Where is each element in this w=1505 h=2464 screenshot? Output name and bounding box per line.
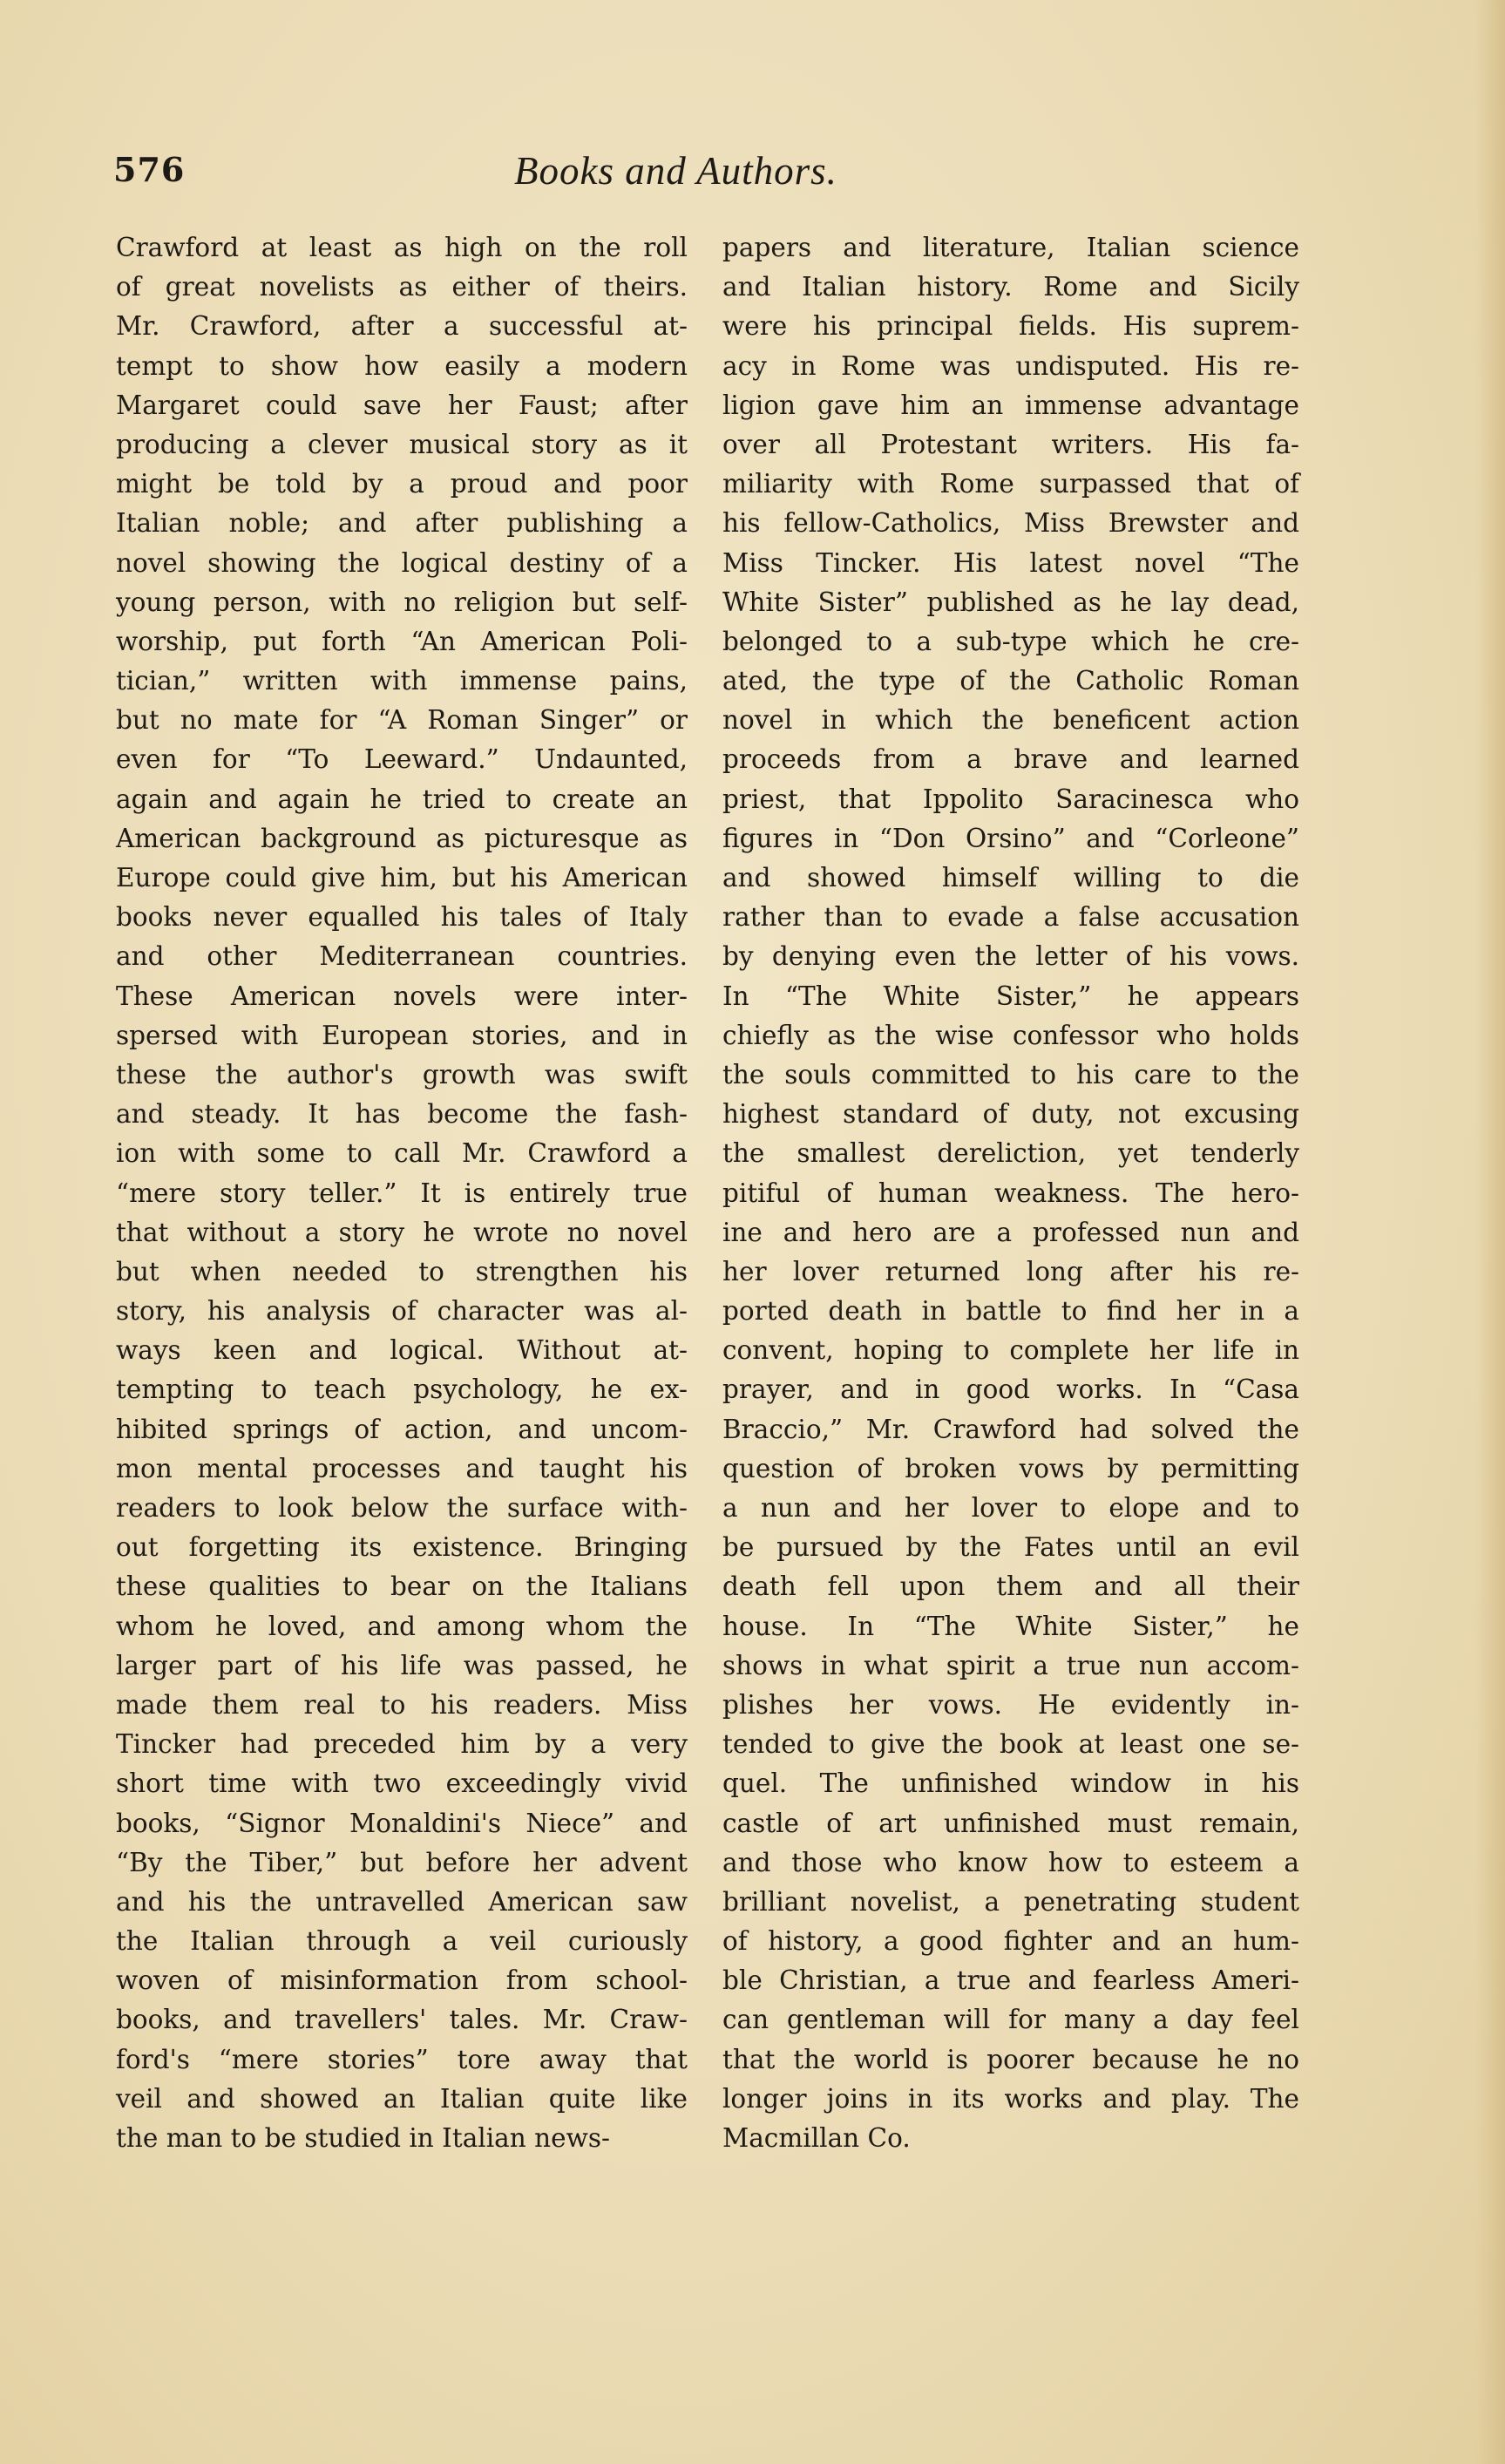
text-line: death fell upon them and all their: [722, 1571, 1299, 1602]
text-line: tician,” written with immense pains,: [116, 666, 688, 696]
text-line: prayer, and in good works. In “Casa: [722, 1375, 1299, 1405]
text-line: and steady. It has become the fash-: [116, 1099, 688, 1130]
text-line: plishes her vows. He evidently in-: [722, 1689, 1299, 1720]
text-line: Mr. Crawford, after a successful at-: [116, 311, 688, 342]
text-line: worship, put forth “An American Poli-: [116, 626, 688, 656]
text-line: question of broken vows by permitting: [722, 1453, 1299, 1483]
text-line: veil and showed an Italian quite like: [116, 2083, 688, 2114]
text-line: that the world is poorer because he no: [722, 2044, 1299, 2074]
text-line: quel. The unfinished window in his: [722, 1768, 1299, 1799]
text-line: out forgetting its existence. Bringing: [116, 1532, 688, 1563]
text-line: might be told by a proud and poor: [116, 469, 688, 499]
text-line: over all Protestant writers. His fa-: [722, 429, 1299, 459]
text-line: ion with some to call Mr. Crawford a: [116, 1138, 688, 1169]
text-line: proceeds from a brave and learned: [722, 744, 1299, 775]
text-line: tempting to teach psychology, he ex-: [116, 1375, 688, 1405]
text-line: convent, hoping to complete her life in: [722, 1335, 1299, 1366]
text-line: Europe could give him, but his American: [116, 863, 688, 893]
text-line: the souls committed to his care to the: [722, 1059, 1299, 1089]
text-line: figures in “Don Orsino” and “Corleone”: [722, 823, 1299, 853]
text-line: again and again he tried to create an: [116, 784, 688, 814]
text-line: novel showing the logical destiny of a: [116, 547, 688, 578]
text-line: the Italian through a veil curiously: [116, 1926, 688, 1957]
text-line: ways keen and logical. Without at-: [116, 1335, 688, 1366]
text-line: shows in what spirit a true nun accom-: [722, 1650, 1299, 1680]
text-line: books, “Signor Monaldini's Niece” and: [116, 1808, 688, 1838]
text-line: can gentleman will for many a day feel: [722, 2005, 1299, 2035]
text-line: Margaret could save her Faust; after: [116, 390, 688, 420]
text-line: house. In “The White Sister,” he: [722, 1611, 1299, 1641]
text-line: Macmillan Co.: [722, 2123, 911, 2153]
text-line: “mere story teller.” It is entirely true: [116, 1178, 688, 1208]
text-line: priest, that Ippolito Saracinesca who: [722, 784, 1299, 814]
text-line: American background as picturesque as: [116, 823, 688, 853]
text-line: novel in which the beneficent action: [722, 705, 1299, 736]
text-line: readers to look below the surface with-: [116, 1493, 688, 1523]
text-line: made them real to his readers. Miss: [116, 1689, 688, 1720]
text-line: pitiful of human weakness. The hero-: [722, 1178, 1299, 1208]
text-line: books never equalled his tales of Italy: [116, 902, 688, 933]
text-line: tempt to show how easily a modern: [116, 350, 688, 381]
text-line: books, and travellers' tales. Mr. Craw-: [116, 2005, 688, 2035]
text-line: these the author's growth was swift: [116, 1059, 688, 1089]
text-line: larger part of his life was passed, he: [116, 1650, 688, 1680]
text-line: whom he loved, and among whom the: [116, 1611, 688, 1641]
text-line: ine and hero are a professed nun and: [722, 1217, 1299, 1247]
text-line: tended to give the book at least one se-: [722, 1729, 1299, 1760]
text-line: Crawford at least as high on the roll: [116, 233, 688, 262]
text-line: and those who know how to esteem a: [722, 1847, 1299, 1877]
text-line: story, his analysis of character was al-: [116, 1296, 688, 1327]
text-line: miliarity with Rome surpassed that of: [722, 469, 1299, 499]
text-line: longer joins in its works and play. The: [722, 2083, 1299, 2114]
text-line: brilliant novelist, a penetrating student: [722, 1886, 1299, 1917]
text-line: producing a clever musical story as it: [116, 429, 688, 459]
page-edge-shadow: [1475, 0, 1505, 2464]
running-head: Books and Authors.: [514, 149, 837, 193]
text-line: but when needed to strengthen his: [116, 1256, 688, 1286]
text-line: woven of misinformation from school-: [116, 1965, 688, 1996]
text-line: highest standard of duty, not excusing: [722, 1099, 1299, 1130]
text-line: but no mate for “A Roman Singer” or: [116, 705, 688, 736]
page-number: 576: [113, 150, 186, 189]
text-line: of great novelists as either of theirs.: [116, 272, 688, 302]
text-line: rather than to evade a false accusation: [722, 902, 1299, 933]
text-line: that without a story he wrote no novel: [116, 1217, 688, 1247]
left-text-column: [116, 228, 688, 2158]
text-line: ford's “mere stories” tore away that: [116, 2044, 688, 2074]
text-line: these qualities to bear on the Italians: [116, 1571, 688, 1602]
text-line: Miss Tincker. His latest novel “The: [722, 547, 1299, 578]
right-text-column: [722, 228, 1299, 2158]
text-line: even for “To Leeward.” Undaunted,: [116, 744, 688, 775]
text-line: ble Christian, a true and fearless Ameri-: [722, 1965, 1299, 1996]
text-line: These American novels were inter-: [116, 981, 688, 1011]
text-line: castle of art unfinished must remain,: [722, 1808, 1299, 1838]
text-line: her lover returned long after his re-: [722, 1256, 1299, 1286]
text-line: “By the Tiber,” but before her advent: [116, 1847, 688, 1877]
text-line: his fellow-Catholics, Miss Brewster and: [722, 508, 1299, 539]
text-line: short time with two exceedingly vivid: [116, 1768, 688, 1799]
text-line: In “The White Sister,” he appears: [722, 981, 1299, 1011]
text-line: the man to be studied in Italian news-: [116, 2123, 610, 2153]
text-line: ligion gave him an immense advantage: [722, 390, 1299, 420]
text-line: spersed with European stories, and in: [116, 1020, 688, 1050]
text-line: and Italian history. Rome and Sicily: [722, 272, 1299, 302]
text-line: belonged to a sub-type which he cre-: [722, 626, 1299, 656]
text-line: a nun and her lover to elope and to: [722, 1493, 1299, 1523]
text-line: ported death in battle to find her in a: [722, 1296, 1299, 1327]
text-line: by denying even the letter of his vows.: [722, 941, 1299, 972]
text-line: and his the untravelled American saw: [116, 1886, 688, 1917]
text-line: Italian noble; and after publishing a: [116, 508, 688, 539]
text-line: ated, the type of the Catholic Roman: [722, 666, 1299, 696]
text-line: young person, with no religion but self-: [116, 587, 688, 617]
text-line: and showed himself willing to die: [722, 863, 1299, 893]
text-line: chiefly as the wise confessor who holds: [722, 1020, 1299, 1050]
text-line: the smallest dereliction, yet tenderly: [722, 1138, 1299, 1169]
text-line: papers and literature, Italian science: [722, 233, 1299, 262]
text-line: mon mental processes and taught his: [116, 1453, 688, 1483]
text-line: were his principal fields. His suprem-: [722, 311, 1299, 342]
text-line: and other Mediterranean countries.: [116, 941, 688, 972]
text-line: acy in Rome was undisputed. His re-: [722, 350, 1299, 381]
text-line: be pursued by the Fates until an evil: [722, 1532, 1299, 1563]
text-line: White Sister” published as he lay dead,: [722, 587, 1299, 617]
text-line: hibited springs of action, and uncom-: [116, 1414, 688, 1444]
text-line: Tincker had preceded him by a very: [116, 1729, 688, 1760]
text-line: of history, a good fighter and an hum-: [722, 1926, 1299, 1957]
text-line: Braccio,” Mr. Crawford had solved the: [722, 1414, 1299, 1444]
